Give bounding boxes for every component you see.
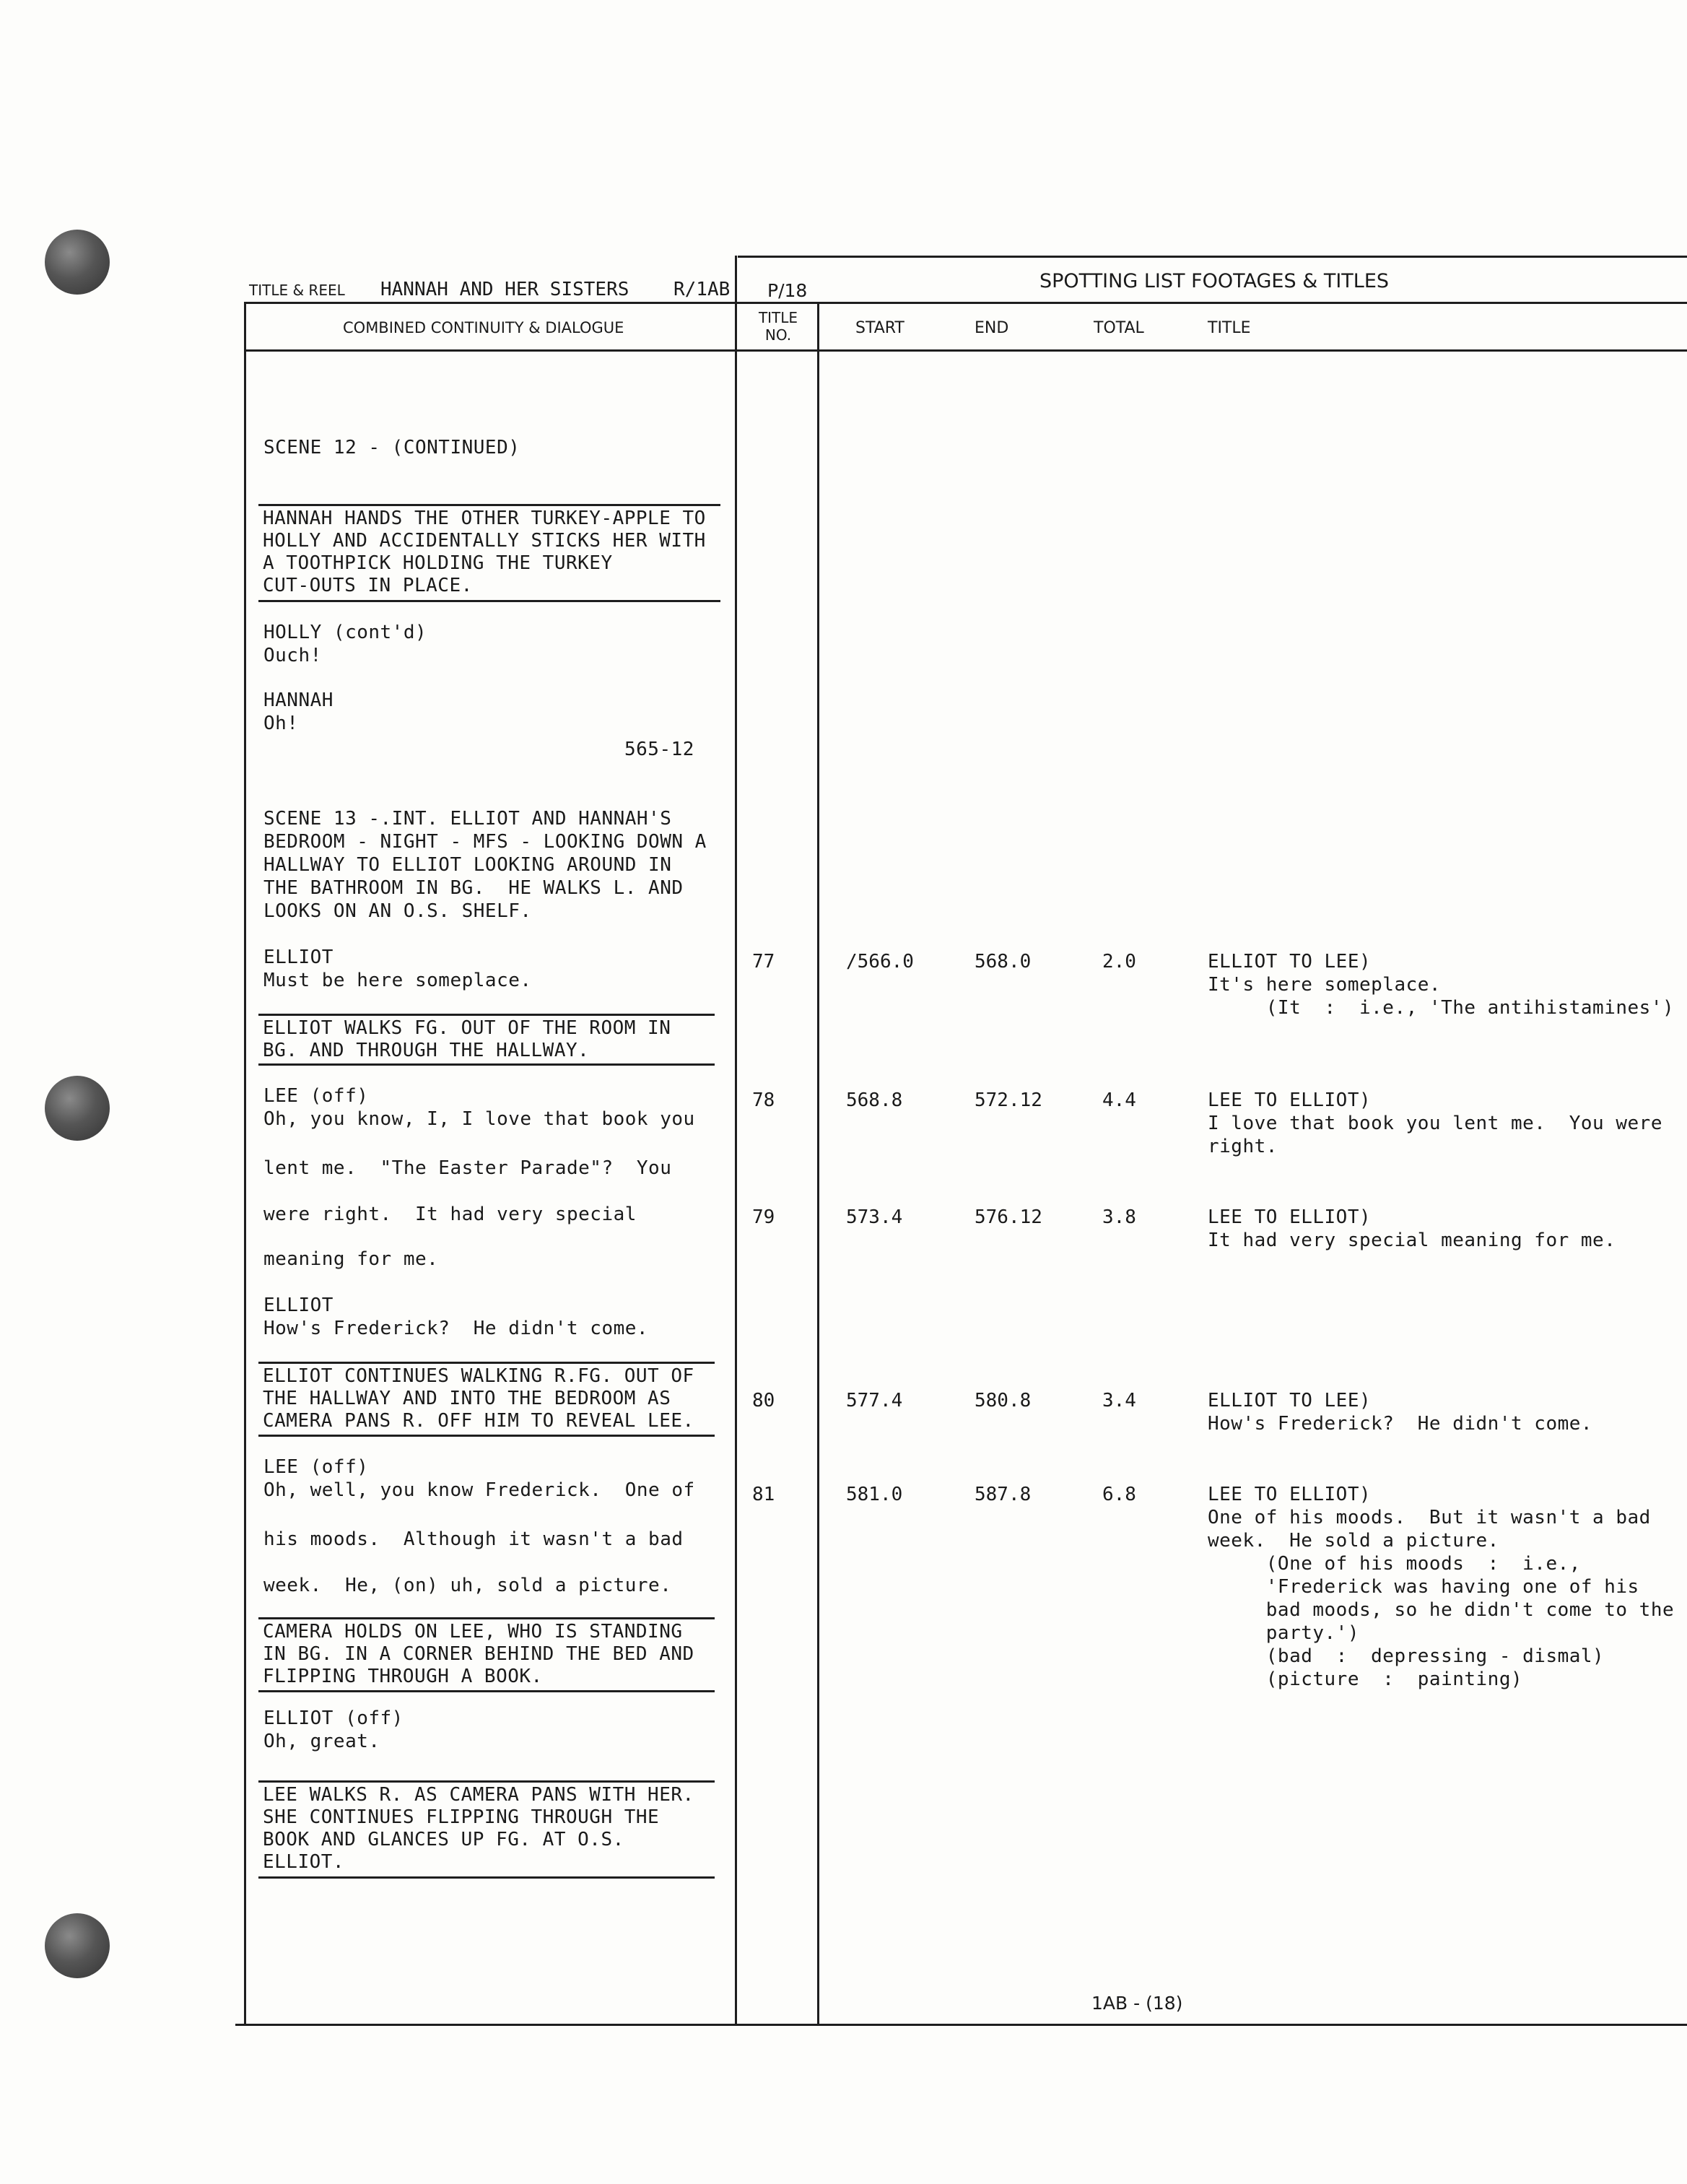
stage-direction [258, 1617, 715, 1692]
title-text-79: LEE TO ELLIOT) It had very special meaning for me. [1208, 1206, 1616, 1251]
column-header-rule [244, 349, 1687, 352]
title-text-81: LEE TO ELLIOT) One of his moods. But it wasn't a bad week. He sold a picture. (One of his moods : i.e., 'Frederick was having one of his bad moods, so he didn't come to the party.') (bad : depressing - dismal) (picture : painting) [1208, 1484, 1675, 1690]
section-title: SPOTTING LIST FOOTAGES & TITLES [1039, 270, 1390, 292]
binder-hole-top [45, 230, 110, 295]
stage-direction [258, 1362, 715, 1437]
start-79: 573.4 [846, 1206, 903, 1228]
total-79: 3.8 [1102, 1206, 1136, 1228]
stage-direction-text: CAMERA HOLDS ON LEE, WHO IS STANDING IN BG. IN A CORNER BEHIND THE BED AND FLIPPING THROUGH A BOOK. [263, 1621, 694, 1687]
title-no-77: 77 [752, 951, 775, 973]
start-81: 581.0 [846, 1484, 903, 1505]
total-80: 3.4 [1102, 1390, 1136, 1411]
total-78: 4.4 [1102, 1089, 1136, 1111]
col-start: START [855, 319, 904, 337]
title-text-80: ELLIOT TO LEE) How's Frederick? He didn't come. [1208, 1390, 1593, 1435]
col-title: TITLE [1208, 319, 1251, 337]
end-79: 576.12 [975, 1206, 1042, 1228]
title-reel-label: TITLE & REEL [249, 282, 345, 299]
col-continuity: COMBINED CONTINUITY & DIALOGUE [343, 319, 624, 336]
page-code: 1AB - (18) [1091, 1993, 1183, 2014]
dialogue-elliot-3: ELLIOT (off) Oh, great. [263, 1707, 404, 1752]
divider-title-no [817, 302, 819, 2026]
stage-direction-text: LEE WALKS R. AS CAMERA PANS WITH HER. SHE CONTINUES FLIPPING THROUGH THE BOOK AND GLANCES UP FG. AT O.S. ELLIOT. [263, 1784, 694, 1873]
reel-number: R/1AB [674, 279, 731, 300]
col-total: TOTAL [1094, 319, 1144, 337]
end-80: 580.8 [975, 1390, 1032, 1411]
dialogue-elliot-1: ELLIOT Must be here someplace. [263, 947, 532, 991]
divider-continuity [735, 256, 737, 2026]
footage-marker: 565-12 [624, 739, 694, 760]
scene-13-heading: SCENE 13 -.INT. ELLIOT AND HANNAH'S BEDROOM - NIGHT - MFS - LOOKING DOWN A HALLWAY TO ELLIOT LOOKING AROUND IN THE BATHROOM IN BG. HE WALKS L. AND LOOKS ON AN O.S. SHELF. [263, 808, 707, 922]
header-rule [244, 302, 1687, 304]
total-81: 6.8 [1102, 1484, 1136, 1505]
dialogue-lee-2b: his moods. Although it wasn't a bad [263, 1528, 684, 1550]
binder-hole-middle [45, 1076, 110, 1141]
total-77: 2.0 [1102, 951, 1136, 973]
title-no-81: 81 [752, 1484, 775, 1505]
dialogue-elliot-2: ELLIOT How's Frederick? He didn't come. [263, 1295, 649, 1339]
title-no-79: 79 [752, 1206, 775, 1228]
binder-hole-bottom [45, 1913, 110, 1978]
end-78: 572.12 [975, 1089, 1042, 1111]
stage-direction-text: ELLIOT CONTINUES WALKING R.FG. OUT OF THE HALLWAY AND INTO THE BEDROOM AS CAMERA PANS R. OFF HIM TO REVEAL LEE. [263, 1365, 694, 1432]
start-77: /566.0 [846, 951, 914, 973]
title-text-77: ELLIOT TO LEE) It's here someplace. (It : i.e., 'The antihistamines') [1208, 951, 1675, 1019]
dialogue-lee-1b: lent me. "The Easter Parade"? You [263, 1157, 672, 1179]
dialogue-lee-1a: LEE (off) Oh, you know, I, I love that book you [263, 1085, 695, 1130]
stage-direction [258, 1780, 715, 1879]
dialogue-hannah: HANNAH Oh! [263, 689, 334, 734]
stage-direction [258, 504, 720, 602]
stage-direction-text: ELLIOT WALKS FG. OUT OF THE ROOM IN BG. AND THROUGH THE HALLWAY. [263, 1017, 671, 1061]
end-81: 587.8 [975, 1484, 1032, 1505]
dialogue-lee-1c: were right. It had very special [263, 1204, 637, 1225]
film-title: HANNAH AND HER SISTERS [380, 279, 629, 300]
title-no-80: 80 [752, 1390, 775, 1411]
bottom-rule [235, 2024, 1687, 2026]
col-title-no: TITLE NO. [758, 309, 798, 344]
start-78: 568.8 [846, 1089, 903, 1111]
col-end: END [975, 319, 1009, 337]
dialogue-holly: HOLLY (cont'd) Ouch! [263, 622, 427, 666]
stage-direction-text: HANNAH HANDS THE OTHER TURKEY-APPLE TO HOLLY AND ACCIDENTALLY STICKS HER WITH A TOOTHPICK HOLDING THE TURKEY CUT-OUTS IN PLACE. [263, 508, 706, 596]
dialogue-lee-1d: meaning for me. [263, 1248, 439, 1270]
header-top-rule-right [738, 256, 1687, 258]
end-77: 568.0 [975, 951, 1032, 973]
title-text-78: LEE TO ELLIOT) I love that book you lent me. You were right. [1208, 1089, 1662, 1157]
left-border [244, 302, 246, 2026]
start-80: 577.4 [846, 1390, 903, 1411]
stage-direction [258, 1014, 715, 1066]
scene-12-heading: SCENE 12 - (CONTINUED) [263, 437, 520, 458]
dialogue-lee-2a: LEE (off) Oh, well, you know Frederick. One of [263, 1456, 695, 1501]
page-number: P/18 [767, 280, 808, 301]
title-no-78: 78 [752, 1089, 775, 1111]
dialogue-lee-2c: week. He, (on) uh, sold a picture. [263, 1575, 672, 1596]
